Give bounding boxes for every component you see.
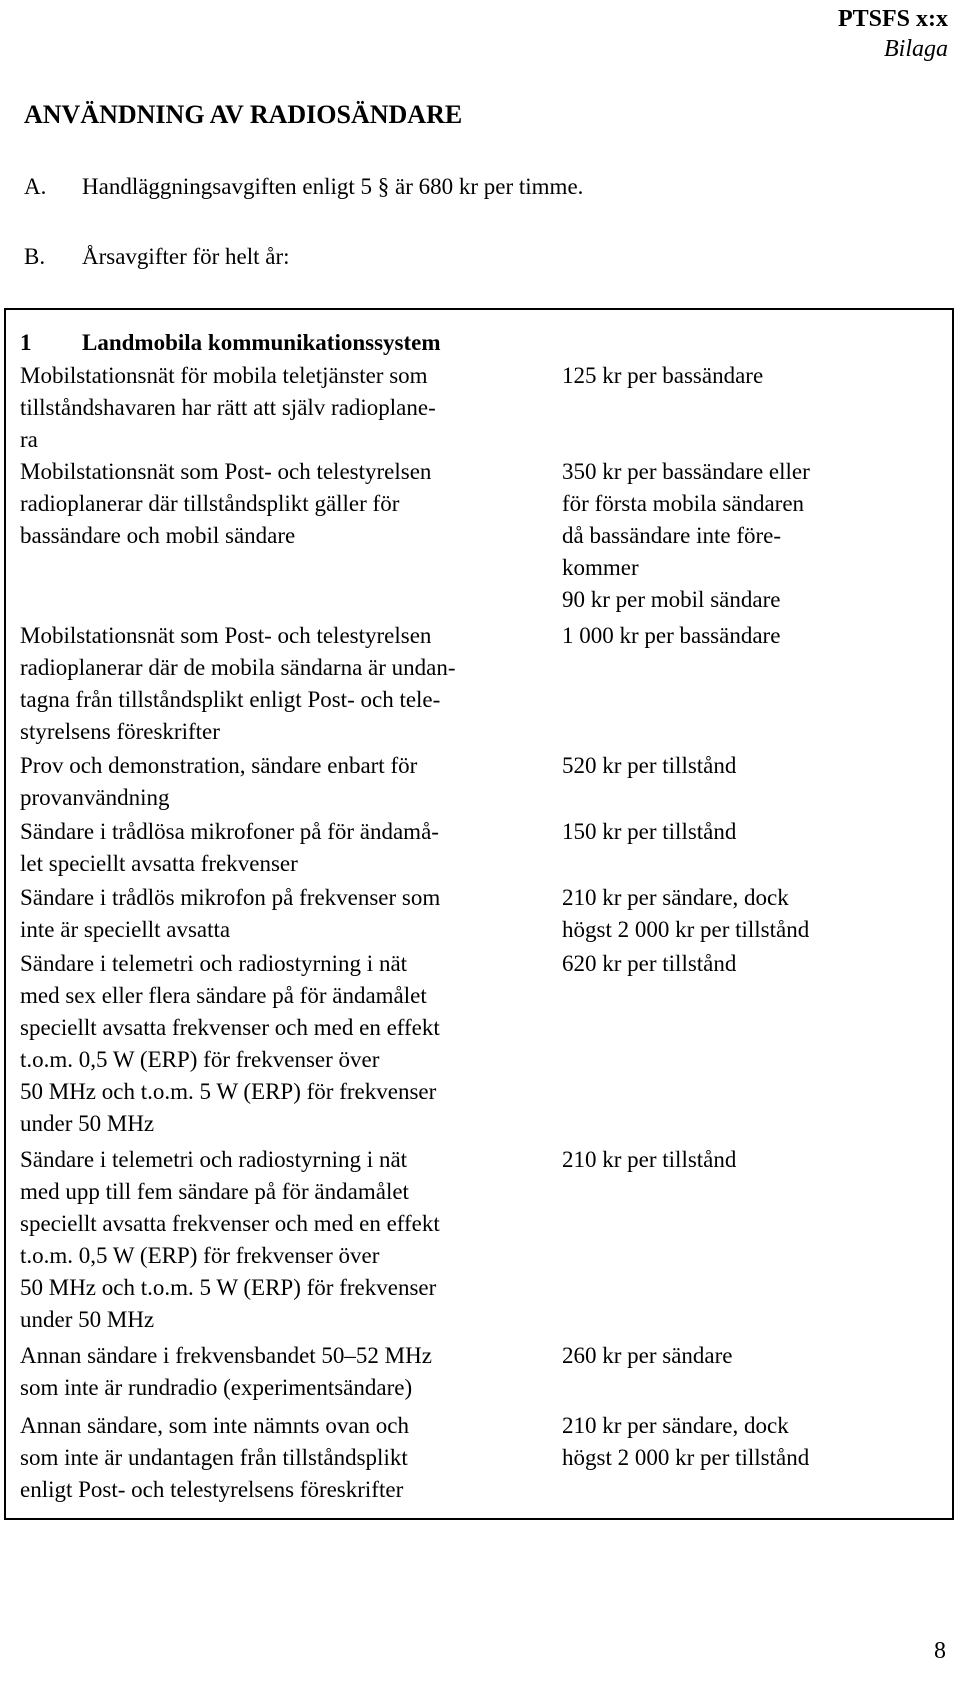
row-description: Mobilstationsnät som Post- och telestyrelsen radioplanerar där tillståndsplikt gäller för bassändare och mobil sändare [20,459,432,548]
section-heading [6,326,952,360]
page-title: ANVÄNDNING AV RADIOSÄNDARE [24,100,463,129]
row-fee: 150 kr per tillstånd [562,819,737,844]
row-fee: 210 kr per sändare, dock högst 2 000 kr per tillstånd [562,885,810,942]
row-fee: 210 kr per tillstånd [562,1147,737,1172]
section-title: Landmobila kommunikationssystem [82,330,441,355]
row-description: Annan sändare, som inte nämnts ovan och som inte är undantagen från tillståndsplikt enligt Post- och telestyrelsens föreskrifter [20,1413,409,1502]
table-row [6,816,952,882]
section-number: 1 [20,330,32,355]
appendix-label: Bilaga [884,36,948,62]
row-fee: 520 kr per tillstånd [562,753,737,778]
table-row [6,750,952,816]
table-row [6,882,952,948]
row-description: Sändare i telemetri och radiostyrning i nät med sex eller flera sändare på för ändamålet speciellt avsatta frekvenser och med en effekt t.o.m. 0,5 W (ERP) för frekvenser över 50 MHz och t.o.m. 5 W (ERP) för frekvenser under 50 MHz [20,951,440,1136]
row-description: Sändare i telemetri och radiostyrning i nät med upp till fem sändare på för ändamålet speciellt avsatta frekvenser och med en effekt t.o.m. 0,5 W (ERP) för frekvenser över 50 MHz och t.o.m. 5 W (ERP) för frekvenser under 50 MHz [20,1147,440,1332]
row-fee: 620 kr per tillstånd [562,951,737,976]
table-row [6,360,952,456]
item-a [24,174,583,200]
table-row [6,1144,952,1340]
row-fee: 260 kr per sändare [562,1343,733,1368]
row-fee: 210 kr per sändare, dock högst 2 000 kr per tillstånd [562,1413,810,1470]
page-number: 8 [934,1638,946,1664]
item-b-letter: B. [24,244,46,269]
table-row [6,1410,952,1510]
item-a-letter: A. [24,174,47,199]
row-description: Sändare i trådlösa mikrofoner på för ändamå- let speciellt avsatta frekvenser [20,819,439,876]
row-description: Mobilstationsnät för mobila teletjänster som tillståndshavaren har rätt att själv radioplane- ra [20,363,436,452]
row-fee: 125 kr per bassändare [562,363,764,388]
fee-table [4,308,954,1520]
table-row [6,948,952,1144]
item-b [24,244,290,270]
item-b-text: Årsavgifter för helt år: [82,244,290,269]
row-description: Annan sändare i frekvensbandet 50–52 MHz som inte är rundradio (experimentsändare) [20,1343,432,1400]
table-row [6,456,952,620]
item-a-text: Handläggningsavgiften enligt 5 § är 680 kr per timme. [82,174,584,199]
row-fee: 1 000 kr per bassändare [562,623,781,648]
row-description: Prov och demonstration, sändare enbart för provanvändning [20,753,418,810]
table-row [6,620,952,750]
table-row [6,1340,952,1410]
row-fee: 350 kr per bassändare eller för första mobila sändaren då bassändare inte före- kommer 90 kr per mobil sändare [562,459,810,612]
document-code: PTSFS x:x [837,6,948,32]
row-description: Mobilstationsnät som Post- och telestyrelsen radioplanerar där de mobila sändarna är undan- tagna från tillståndsplikt enligt Post- och tele- styrelsens föreskrifter [20,623,456,744]
row-description: Sändare i trådlös mikrofon på frekvenser som inte är speciellt avsatta [20,885,441,942]
